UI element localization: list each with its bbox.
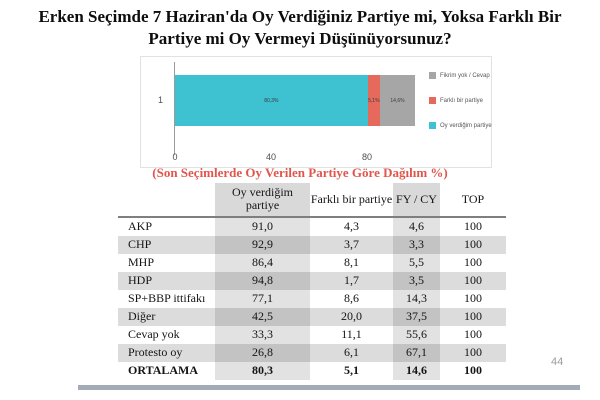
cell: 5,5 bbox=[393, 254, 440, 272]
cell: 67,1 bbox=[393, 344, 440, 362]
row-label: AKP bbox=[128, 219, 153, 234]
cell: 100 bbox=[464, 345, 482, 360]
cell: 8,6 bbox=[344, 291, 359, 306]
cell: 8,1 bbox=[344, 255, 359, 270]
cell: 26,8 bbox=[215, 344, 310, 362]
x-tick-40: 40 bbox=[265, 152, 277, 162]
bar-segment-label: 5,1% bbox=[368, 97, 380, 104]
row-label: MHP bbox=[128, 255, 155, 270]
cell: 100 bbox=[464, 309, 482, 324]
legend-label: Oy verdiğim partiye bbox=[440, 122, 492, 129]
legend-item-oy-verdigim bbox=[429, 122, 492, 129]
table-row bbox=[118, 290, 506, 308]
row-label: HDP bbox=[128, 273, 153, 288]
header-farkli: Farklı bir partiye bbox=[310, 191, 393, 206]
legend-label: Farklı bir partiye bbox=[440, 97, 484, 104]
header-top: TOP bbox=[461, 191, 485, 206]
cell: 77,1 bbox=[215, 290, 310, 308]
results-table bbox=[118, 183, 506, 380]
cell: 100 bbox=[464, 291, 482, 306]
cell: 14,6 bbox=[393, 362, 440, 380]
row-label: SP+BBP ittifakı bbox=[128, 291, 206, 306]
bottom-decoration-bar bbox=[78, 385, 580, 390]
x-tick-0: 0 bbox=[172, 152, 178, 162]
cell: 3,7 bbox=[344, 237, 359, 252]
table-row bbox=[118, 344, 506, 362]
row-label: Protesto oy bbox=[128, 345, 183, 360]
cell: 1,7 bbox=[344, 273, 359, 288]
cell: 100 bbox=[464, 273, 482, 288]
cell: 100 bbox=[464, 327, 482, 342]
slide-title: Erken Seçimde 7 Haziran'da Oy Verdiğiniz Partiye mi, Yoksa Farklı Bir Partiye mi Oy Vermeyi Düşünüyorsunuz? bbox=[38, 7, 562, 48]
legend-item-fikrim-yok bbox=[429, 72, 492, 79]
cell: 11,1 bbox=[341, 327, 362, 342]
x-axis bbox=[172, 152, 415, 164]
cell: 5,1 bbox=[344, 363, 359, 378]
cell: 100 bbox=[464, 255, 482, 270]
table-header-row bbox=[118, 183, 506, 217]
bar-segment-oy-verdigim bbox=[175, 75, 368, 126]
table-row bbox=[118, 308, 506, 326]
table-row bbox=[118, 326, 506, 344]
bar-segment-label: 14,6% bbox=[390, 97, 405, 104]
cell: 55,6 bbox=[393, 326, 440, 344]
legend-swatch-red bbox=[429, 97, 436, 104]
cell: 94,8 bbox=[215, 272, 310, 290]
cell: 86,4 bbox=[215, 254, 310, 272]
table-row-total bbox=[118, 362, 506, 380]
row-label: ORTALAMA bbox=[128, 363, 199, 378]
row-label: CHP bbox=[128, 237, 152, 252]
bar-segment-label: 80,3% bbox=[264, 97, 279, 104]
table-row bbox=[118, 272, 506, 290]
table-row bbox=[118, 254, 506, 272]
page-number: 44 bbox=[551, 356, 564, 368]
legend-item-farkli bbox=[429, 97, 492, 104]
x-tick-80: 80 bbox=[361, 152, 373, 162]
cell: 37,5 bbox=[393, 308, 440, 326]
bar-segment-farkli bbox=[368, 75, 380, 126]
cell: 100 bbox=[464, 363, 482, 378]
cell: 100 bbox=[464, 219, 482, 234]
cell: 4,6 bbox=[393, 217, 440, 236]
legend-label: Fikrim yok / Cevap bbox=[440, 72, 490, 79]
table-row bbox=[118, 217, 506, 236]
header-oy-verdigim: Oy verdiğim partiye bbox=[215, 183, 310, 217]
chart-legend bbox=[429, 72, 492, 147]
cell: 6,1 bbox=[344, 345, 359, 360]
cell: 4,3 bbox=[344, 219, 359, 234]
cell: 3,5 bbox=[393, 272, 440, 290]
cell: 20,0 bbox=[341, 309, 362, 324]
y-tick-label: 1 bbox=[158, 95, 164, 105]
row-label: Diğer bbox=[128, 309, 156, 324]
table-row bbox=[118, 236, 506, 254]
cell: 3,3 bbox=[393, 236, 440, 254]
cell: 42,5 bbox=[215, 308, 310, 326]
header-fy-cy: FY / CY bbox=[393, 183, 440, 217]
cell: 92,9 bbox=[215, 236, 310, 254]
chart-subtitle: (Son Seçimlerde Oy Verilen Partiye Göre Dağılım %) bbox=[152, 165, 448, 180]
bar-segment-fikrim-yok bbox=[380, 75, 415, 126]
legend-swatch-gray bbox=[429, 72, 436, 79]
cell: 80,3 bbox=[215, 362, 310, 380]
header-empty bbox=[118, 183, 215, 217]
cell: 33,3 bbox=[215, 326, 310, 344]
cell: 91,0 bbox=[215, 217, 310, 236]
row-label: Cevap yok bbox=[128, 327, 180, 342]
cell: 100 bbox=[464, 237, 482, 252]
cell: 14,3 bbox=[393, 290, 440, 308]
stacked-bar-chart bbox=[140, 56, 492, 168]
legend-swatch-teal bbox=[429, 122, 436, 129]
stacked-bar bbox=[175, 75, 415, 126]
